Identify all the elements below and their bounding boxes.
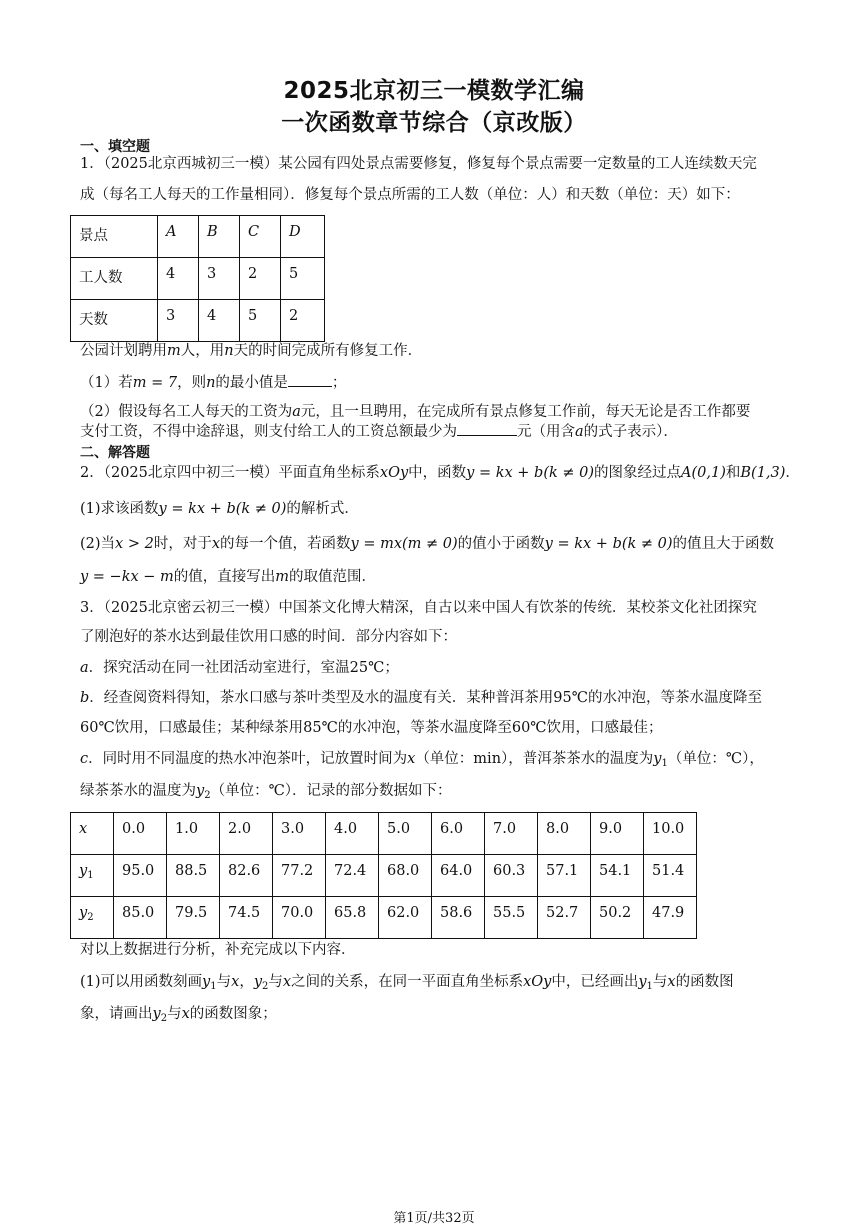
table-cell: 47.9	[644, 897, 697, 939]
table-cell: 79.5	[167, 897, 220, 939]
table-cell: 57.1	[538, 855, 591, 897]
table-cell: 10.0	[644, 813, 697, 855]
table-cell: 95.0	[114, 855, 167, 897]
table-cell: 77.2	[273, 855, 326, 897]
table-cell: 2.0	[220, 813, 273, 855]
table-cell: 4	[199, 300, 240, 342]
doc-title-line1: 2025北京初三一模数学汇编	[283, 78, 585, 104]
table-cell: 天数	[71, 300, 158, 342]
doc-title-line2: 一次函数章节综合（京改版）	[281, 110, 587, 136]
table-row	[71, 258, 325, 300]
table-cell: 70.0	[273, 897, 326, 939]
q1-table	[70, 215, 325, 342]
table-cell: A	[158, 216, 199, 258]
table-cell: 60.3	[485, 855, 538, 897]
q3-part1-line1: (1)可以用函数刻画$y_1$与x，$y_2$与x之间的关系，在同一平面直角坐标系xOy中，已经画出$y_1$与x的函数图	[80, 974, 734, 992]
table-cell: 6.0	[432, 813, 485, 855]
table-cell: 88.5	[167, 855, 220, 897]
table-cell: 52.7	[538, 897, 591, 939]
table-cell: 68.0	[379, 855, 432, 897]
q3-line2: 了刚泡好的茶水达到最佳饮用口感的时间．部分内容如下：	[80, 629, 457, 645]
table-cell: 4	[158, 258, 199, 300]
table-cell: 2	[281, 300, 325, 342]
page-footer: 第1页/共32页	[393, 1211, 475, 1226]
table-cell: D	[281, 216, 325, 258]
q2-part2-line1: (2)当x > 2时，对于x的每一个值，若函数y = mx(m ≠ 0)的值小于函数y = kx + b(k ≠ 0)的值且大于函数	[80, 536, 775, 552]
table-cell: x	[71, 813, 114, 855]
answer-blank[interactable]	[457, 421, 517, 436]
table-cell: $y_2$	[71, 897, 114, 939]
table-cell: 9.0	[591, 813, 644, 855]
table-cell: 5	[240, 300, 281, 342]
q1-line3: 公园计划聘用m人，用n天的时间完成所有修复工作．	[80, 343, 423, 359]
table-cell: 景点	[71, 216, 158, 258]
q3-item-b-line2: 60℃饮用，口感最佳；某种绿茶用85℃的水冲泡，等茶水温度降至60℃饮用，口感最佳；	[80, 720, 663, 736]
table-cell: 3	[199, 258, 240, 300]
section-heading-answer: 二、解答题	[80, 445, 150, 461]
q3-part1-line2: 象，请画出$y_2$与x的函数图象；	[80, 1006, 277, 1024]
table-cell: C	[240, 216, 281, 258]
table-cell: 4.0	[326, 813, 379, 855]
table-cell: 74.5	[220, 897, 273, 939]
table-cell: 58.6	[432, 897, 485, 939]
table-cell: 82.6	[220, 855, 273, 897]
table-cell: 0.0	[114, 813, 167, 855]
table-cell: 54.1	[591, 855, 644, 897]
q3-item-c-line2: 绿茶茶水的温度为$y_2$（单位：℃）．记录的部分数据如下：	[80, 783, 452, 801]
table-cell: 8.0	[538, 813, 591, 855]
q3-data-table	[70, 812, 697, 939]
q1-part2-line2: 支付工资，不得中途辞退，则支付给工人的工资总额最少为 元（用含a的式子表示）．	[80, 421, 800, 442]
table-cell: 3.0	[273, 813, 326, 855]
table-cell: 55.5	[485, 897, 538, 939]
table-cell: 72.4	[326, 855, 379, 897]
table-cell: B	[199, 216, 240, 258]
table-row	[71, 300, 325, 342]
table-cell: 2	[240, 258, 281, 300]
section-heading-fill-in: 一、填空题	[80, 139, 150, 155]
table-cell: 5	[281, 258, 325, 300]
q2-part2-line2: y = −kx − m的值，直接写出m的取值范围．	[80, 569, 377, 585]
table-cell: 5.0	[379, 813, 432, 855]
table-row	[71, 897, 697, 939]
table-cell: 65.8	[326, 897, 379, 939]
q1-part2-line1: （2）假设每名工人每天的工资为a元，且一旦聘用，在完成所有景点修复工作前，每天无论是否工作都要	[80, 404, 751, 420]
table-cell: 7.0	[485, 813, 538, 855]
q1-line1: 1．（2025北京西城初三一模）某公园有四处景点需要修复，修复每个景点需要一定数量的工人连续数天完	[80, 156, 757, 172]
table-cell: $y_1$	[71, 855, 114, 897]
table-cell: 51.4	[644, 855, 697, 897]
answer-blank[interactable]	[288, 372, 332, 387]
q1-line2: 成（每名工人每天的工作量相同）．修复每个景点所需的工人数（单位：人）和天数（单位：天）如下：	[80, 187, 740, 203]
q3-after-table: 对以上数据进行分析，补充完成以下内容．	[80, 942, 356, 958]
table-cell: 3	[158, 300, 199, 342]
q2-part1: (1)求该函数y = kx + b(k ≠ 0)的解析式．	[80, 501, 359, 517]
table-cell: 50.2	[591, 897, 644, 939]
table-cell: 85.0	[114, 897, 167, 939]
table-row	[71, 216, 325, 258]
q1-part1: （1）若m = 7，则n的最小值是 ；	[80, 372, 800, 393]
q3-item-c-line1: c．同时用不同温度的热水冲泡茶叶，记放置时间为x（单位：min），普洱茶茶水的温度为$y_1$（单位：℃），	[80, 751, 764, 769]
table-row	[71, 813, 697, 855]
table-row	[71, 855, 697, 897]
table-cell: 工人数	[71, 258, 158, 300]
q3-item-b-line1: b．经查阅资料得知，茶水口感与茶叶类型及水的温度有关．某种普洱茶用95℃的水冲泡，等茶水温度降至	[80, 690, 762, 706]
q3-item-a: a．探究活动在同一社团活动室进行，室温25℃；	[80, 660, 399, 676]
table-cell: 62.0	[379, 897, 432, 939]
table-cell: 1.0	[167, 813, 220, 855]
q3-line1: 3．（2025北京密云初三一模）中国茶文化博大精深，自古以来中国人有饮茶的传统．某校茶文化社团探究	[80, 600, 757, 616]
table-cell: 64.0	[432, 855, 485, 897]
q2-line1: 2．（2025北京四中初三一模）平面直角坐标系xOy中，函数y = kx + b(k ≠ 0)的图象经过点A(0,1)和B(1,3)．	[80, 465, 800, 481]
